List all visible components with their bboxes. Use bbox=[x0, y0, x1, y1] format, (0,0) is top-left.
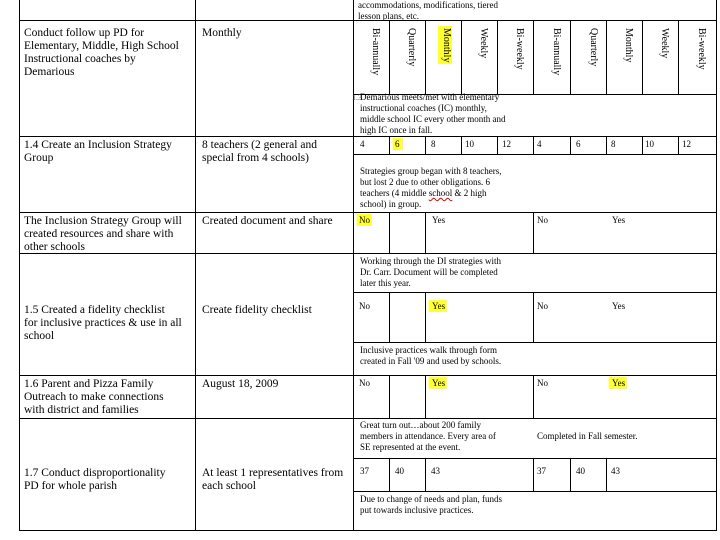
grid-col-2e bbox=[425, 375, 426, 418]
value-cell: 43 bbox=[611, 466, 620, 476]
grid-col-9 bbox=[678, 20, 679, 94]
grid-col-5e bbox=[533, 375, 534, 418]
value-cell: 43 bbox=[431, 466, 440, 476]
value-cell: 40 bbox=[395, 466, 404, 476]
value-cell: Yes bbox=[432, 301, 446, 311]
value-cell: 6 bbox=[576, 139, 581, 149]
grid-hline bbox=[19, 136, 717, 137]
measure-cell: Create fidelity checklist bbox=[202, 304, 312, 316]
grid-col-6f bbox=[570, 458, 571, 491]
grid-hline bbox=[19, 212, 717, 213]
comment-cell: Great turn out…about 200 family members in attendance. Every area of SE represented at the event. bbox=[360, 420, 496, 452]
value-cell: 37 bbox=[537, 466, 546, 476]
grid-col-5b bbox=[533, 136, 534, 154]
grid-col-2 bbox=[425, 20, 426, 94]
grid-col-1c bbox=[389, 212, 390, 253]
value-cell: Yes bbox=[612, 215, 626, 225]
task-cell: The Inclusion Strategy Group will created resources and share with other schools bbox=[24, 215, 182, 253]
value-cell: 8 bbox=[611, 139, 616, 149]
comment-cell: Inclusive practices walk through form created in Fall '09 and used by schools. bbox=[360, 345, 502, 366]
frequency-header: Monthly bbox=[441, 28, 452, 63]
value-cell: 10 bbox=[465, 139, 474, 149]
value-cell: 4 bbox=[537, 139, 542, 149]
value-cell: Yes bbox=[432, 378, 446, 388]
value-cell: 4 bbox=[360, 139, 365, 149]
grid-col-2b bbox=[425, 136, 426, 154]
revision-marker: 1.3 bbox=[352, 93, 362, 102]
grid-line-measure-data bbox=[353, 0, 354, 530]
task-cell: 1.4 Create an Inclusion Strategy Group bbox=[24, 139, 172, 164]
value-cell: Yes bbox=[612, 301, 626, 311]
value-cell: 8 bbox=[431, 139, 436, 149]
value-cell: 12 bbox=[502, 139, 511, 149]
grid-hline bbox=[353, 292, 717, 293]
comment-cell-right: Completed in Fall semester. bbox=[537, 431, 638, 441]
value-cell: No bbox=[537, 301, 548, 311]
grid-col-4 bbox=[497, 20, 498, 94]
frequency-header: Bi-weekly bbox=[514, 28, 525, 70]
grid-hline bbox=[353, 491, 717, 492]
grid-line-task-measure bbox=[195, 0, 196, 530]
task-cell: 1.5 Created a fidelity checklist for inclusive practices & use in all school bbox=[24, 304, 182, 342]
value-cell: No bbox=[359, 378, 370, 388]
comment-cell: Demarious meets/met with elementary instructional coaches (IC) monthly, middle school IC every other month and high IC once in fall. bbox=[360, 92, 506, 135]
grid-col-8b bbox=[642, 136, 643, 154]
comment-text: & 2 high school) in group. bbox=[360, 188, 487, 209]
grid-col-7b bbox=[606, 136, 607, 154]
measure-cell: 8 teachers (2 general and special from 4 schools) bbox=[202, 139, 317, 164]
grid-col-5c bbox=[533, 212, 534, 253]
value-cell: 10 bbox=[645, 139, 654, 149]
grid-col-8 bbox=[642, 20, 643, 94]
comment-cell: Due to change of needs and plan, funds put towards inclusive practices. bbox=[360, 494, 502, 515]
comment-text: Strategies group began with 8 teachers, but lost 2 due to other obligations. 6 teachers (4 middle bbox=[360, 166, 502, 198]
measure-cell: Monthly bbox=[202, 27, 242, 39]
frequency-header: Bi-annually bbox=[551, 28, 562, 76]
frequency-header: Quarterly bbox=[406, 28, 417, 67]
grid-col-7f bbox=[606, 458, 607, 491]
frequency-header: Quarterly bbox=[588, 28, 599, 67]
grid-col-1 bbox=[389, 20, 390, 94]
grid-col-7 bbox=[606, 20, 607, 94]
grid-hline bbox=[19, 20, 354, 21]
grid-col-3b bbox=[461, 136, 462, 154]
value-cell: 12 bbox=[682, 139, 691, 149]
grid-hline bbox=[353, 458, 717, 459]
comment-cell bbox=[360, 166, 535, 210]
grid-line-right bbox=[716, 0, 717, 530]
grid-hline bbox=[353, 253, 717, 254]
value-cell: No bbox=[537, 378, 548, 388]
value-cell: No bbox=[359, 215, 370, 225]
value-cell: Yes bbox=[612, 378, 626, 388]
value-cell: 40 bbox=[576, 466, 585, 476]
grid-hline bbox=[19, 418, 354, 419]
comment-underlined-word: school bbox=[428, 188, 453, 198]
grid-col-9b bbox=[678, 136, 679, 154]
value-cell: No bbox=[359, 301, 370, 311]
measure-cell: Created document and share bbox=[202, 215, 333, 227]
value-cell: 37 bbox=[360, 466, 369, 476]
top-fragment-text: accommodations, modifications, tiered lesson plans, etc. bbox=[358, 0, 498, 21]
grid-col-2d bbox=[425, 292, 426, 342]
grid-col-1b bbox=[389, 136, 390, 154]
frequency-header: Bi-annually bbox=[370, 28, 381, 76]
comment-cell: Working through the DI strategies with Dr. Carr. Document will be completed later this year. bbox=[360, 256, 501, 288]
grid-col-5d bbox=[533, 292, 534, 342]
grid-hline bbox=[19, 375, 717, 376]
grid-hline bbox=[353, 418, 717, 419]
frequency-header: Weekly bbox=[659, 28, 670, 59]
grid-col-3 bbox=[461, 20, 462, 94]
grid-hline bbox=[353, 154, 717, 155]
value-cell: No bbox=[537, 215, 548, 225]
grid-line-left bbox=[19, 0, 20, 530]
value-cell: 6 bbox=[395, 139, 400, 149]
measure-cell: August 18, 2009 bbox=[202, 378, 279, 390]
frequency-header: Weekly bbox=[478, 28, 489, 59]
grid-hline bbox=[19, 530, 717, 531]
value-cell: Yes bbox=[432, 215, 446, 225]
grid-col-6b bbox=[570, 136, 571, 154]
grid-hline bbox=[353, 342, 717, 343]
grid-col-1d bbox=[389, 292, 390, 342]
grid-col-5 bbox=[533, 20, 534, 94]
grid-col-2f bbox=[425, 458, 426, 491]
grid-col-1f bbox=[389, 458, 390, 491]
grid-col-6 bbox=[570, 20, 571, 94]
grid-col-2c bbox=[425, 212, 426, 253]
task-cell: 1.7 Conduct disproportionality PD for whole parish bbox=[24, 467, 166, 492]
grid-col-4b bbox=[497, 136, 498, 154]
measure-cell: At least 1 representatives from each school bbox=[202, 467, 344, 492]
frequency-header: Bi-weekly bbox=[696, 28, 707, 70]
task-cell: 1.6 Parent and Pizza Family Outreach to make connections with district and families bbox=[24, 378, 164, 416]
task-cell: Conduct follow up PD for Elementary, Middle, High School Instructional coaches by Demarious bbox=[24, 27, 179, 78]
grid-col-1e bbox=[389, 375, 390, 418]
grid-col-5f bbox=[533, 458, 534, 491]
frequency-header: Monthly bbox=[623, 28, 634, 63]
